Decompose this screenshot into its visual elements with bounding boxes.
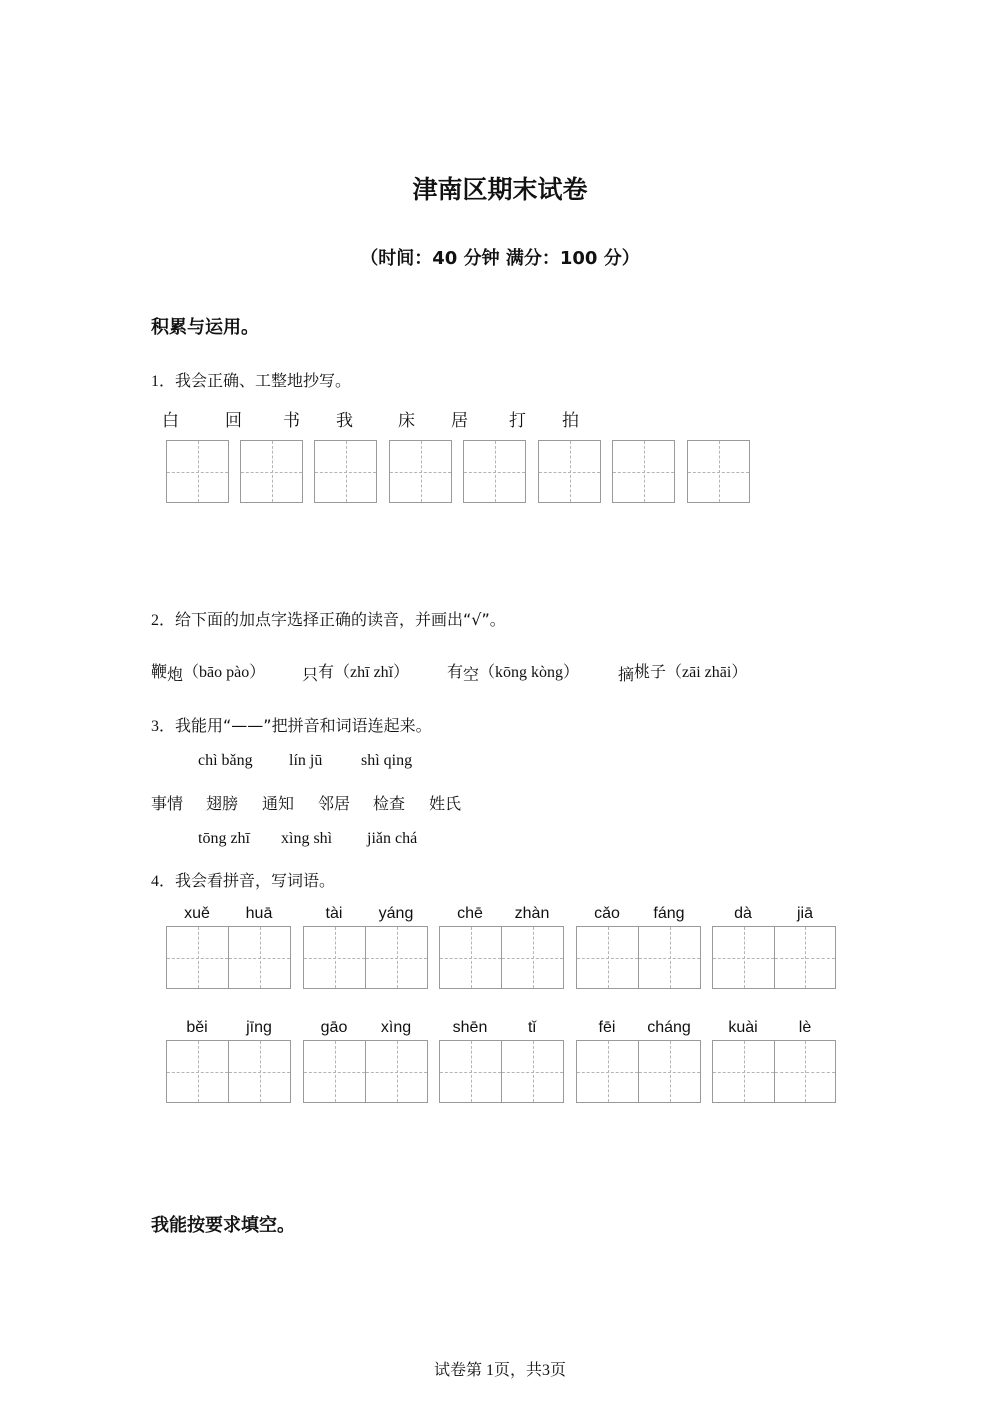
dotted-char: 摘 — [618, 665, 635, 684]
section-heading-2: 我能按要求填空。 — [151, 1215, 295, 1236]
word-option[interactable]: 翅膀 — [206, 794, 239, 813]
copy-char: 床 — [398, 411, 415, 431]
question-number: 3． — [151, 718, 176, 735]
copy-char: 我 — [336, 411, 353, 431]
writing-cell[interactable] — [365, 1040, 428, 1103]
dotted-char: 只 — [302, 665, 319, 684]
pinyin-options[interactable]: （zhī zhǐ） — [334, 664, 410, 681]
page-footer: 试卷第 1页，共3页 — [433, 1362, 566, 1379]
dotted-char: 炮 — [167, 665, 184, 684]
word-part: 有 — [447, 662, 464, 681]
copy-char: 居 — [451, 411, 468, 431]
writing-cell[interactable] — [240, 440, 303, 503]
pinyin-label: xìng — [380, 1019, 412, 1036]
question-text: 给下面的加点字选择正确的读音，并画出“√”。 — [175, 610, 506, 629]
word-part: 鞭 — [151, 662, 168, 681]
page-title: 津南区期末试卷 — [412, 175, 588, 204]
word-option[interactable]: 通知 — [262, 794, 295, 813]
writing-cell[interactable] — [228, 1040, 291, 1103]
question-text: 我会正确、工整地抄写。 — [175, 371, 352, 390]
writing-cell[interactable] — [166, 440, 229, 503]
question-3 — [151, 713, 432, 736]
pinyin-options[interactable]: （zāi zhāi） — [666, 664, 748, 681]
pinyin-label: běi — [186, 1019, 208, 1036]
question-text: 我能用“——”把拼音和词语连起来。 — [175, 716, 432, 735]
copy-char: 白 — [162, 411, 179, 431]
writing-cell[interactable] — [228, 926, 291, 989]
pronunciation-item — [618, 659, 747, 682]
question-number: 4． — [151, 873, 176, 890]
writing-cell[interactable] — [166, 1040, 229, 1103]
writing-cell[interactable] — [712, 926, 775, 989]
section-heading-1: 积累与运用。 — [151, 317, 259, 338]
writing-cell[interactable] — [576, 1040, 639, 1103]
word-part: 桃子 — [634, 662, 667, 681]
copy-char: 回 — [225, 411, 242, 431]
writing-cell[interactable] — [389, 440, 452, 503]
pinyin-label: chē — [457, 905, 483, 922]
question-number: 2． — [151, 612, 176, 629]
copy-char: 打 — [509, 411, 526, 431]
writing-cell[interactable] — [638, 1040, 701, 1103]
pinyin-label: yáng — [378, 905, 414, 922]
question-1 — [151, 368, 351, 391]
writing-cell[interactable] — [576, 926, 639, 989]
pinyin-label: zhàn — [514, 905, 550, 922]
pinyin-label: huā — [245, 905, 273, 922]
pinyin-label: dà — [734, 905, 752, 922]
word-option[interactable]: 邻居 — [318, 794, 351, 813]
pronunciation-item — [302, 659, 409, 682]
pinyin-label: cǎo — [594, 905, 620, 922]
word-option[interactable]: 检查 — [373, 794, 406, 813]
pinyin-option[interactable]: tōng zhī — [198, 830, 250, 847]
pinyin-option[interactable]: xìng shì — [281, 830, 333, 847]
pinyin-label: kuài — [728, 1019, 758, 1036]
pinyin-label: fēi — [598, 1019, 616, 1036]
word-option[interactable]: 姓氏 — [429, 794, 462, 813]
writing-cell[interactable] — [501, 926, 564, 989]
pinyin-label: gāo — [320, 1019, 348, 1036]
pinyin-option[interactable]: jiǎn chá — [367, 830, 418, 847]
writing-cell[interactable] — [166, 926, 229, 989]
pinyin-option[interactable]: shì qing — [361, 752, 413, 769]
writing-cell[interactable] — [365, 926, 428, 989]
writing-cell[interactable] — [638, 926, 701, 989]
pinyin-label: xuě — [184, 905, 210, 922]
pinyin-label: jīng — [246, 1019, 272, 1036]
writing-cell[interactable] — [303, 926, 366, 989]
question-number: 1． — [151, 373, 176, 390]
writing-cell[interactable] — [612, 440, 675, 503]
question-4 — [151, 868, 335, 891]
writing-cell[interactable] — [687, 440, 750, 503]
pinyin-label: lè — [798, 1019, 812, 1036]
writing-cell[interactable] — [712, 1040, 775, 1103]
writing-cell[interactable] — [303, 1040, 366, 1103]
pinyin-label: jiā — [796, 905, 813, 922]
copy-char: 拍 — [562, 411, 579, 431]
pinyin-label: cháng — [647, 1019, 691, 1036]
pinyin-option[interactable]: lín jū — [289, 752, 323, 769]
pronunciation-item — [151, 659, 265, 682]
word-option[interactable]: 事情 — [151, 794, 184, 813]
writing-cell[interactable] — [439, 926, 502, 989]
writing-cell[interactable] — [501, 1040, 564, 1103]
copy-char: 书 — [283, 411, 300, 431]
pinyin-option[interactable]: chì bǎng — [198, 752, 253, 769]
pinyin-options[interactable]: （bāo pào） — [183, 664, 266, 681]
question-2 — [151, 607, 506, 630]
pinyin-options[interactable]: （kōng kòng） — [479, 664, 580, 681]
writing-cell[interactable] — [314, 440, 377, 503]
writing-cell[interactable] — [774, 1040, 836, 1103]
word-part: 有 — [318, 662, 335, 681]
writing-cell[interactable] — [463, 440, 526, 503]
writing-cell[interactable] — [538, 440, 601, 503]
dotted-char: 空 — [463, 665, 480, 684]
pinyin-label: shēn — [452, 1019, 488, 1036]
writing-cell[interactable] — [439, 1040, 502, 1103]
question-text: 我会看拼音，写词语。 — [175, 871, 336, 890]
writing-cell[interactable] — [774, 926, 836, 989]
pinyin-label: fáng — [653, 905, 685, 922]
exam-info: （时间：40 分钟 满分：100 分） — [360, 248, 640, 269]
pinyin-label: tài — [325, 905, 343, 922]
pinyin-label: tǐ — [528, 1019, 536, 1036]
pronunciation-item — [447, 659, 579, 682]
